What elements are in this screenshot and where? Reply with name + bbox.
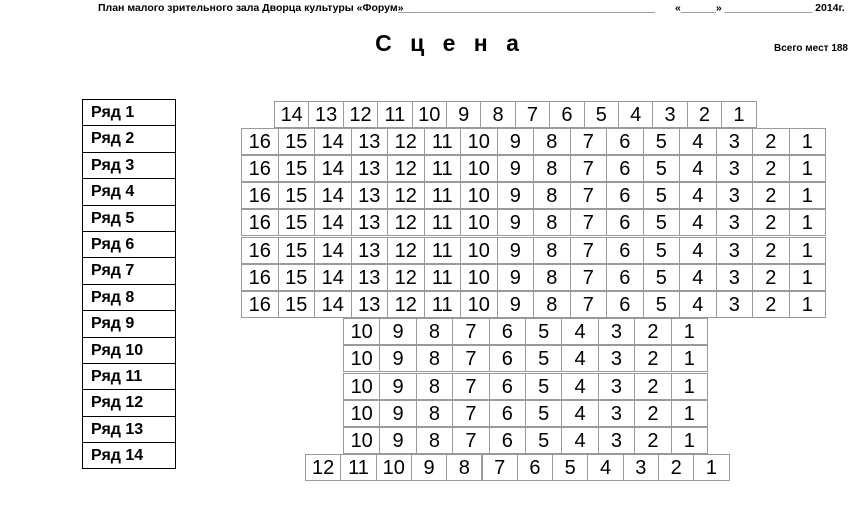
seat[interactable]: 8 bbox=[416, 400, 453, 427]
row-label: Ряд 6 bbox=[83, 232, 175, 258]
seat[interactable]: 5 bbox=[552, 454, 588, 481]
seat[interactable]: 3 bbox=[598, 373, 635, 400]
seat[interactable]: 4 bbox=[679, 182, 717, 209]
seat[interactable]: 10 bbox=[460, 264, 498, 291]
seat[interactable]: 16 bbox=[241, 209, 279, 236]
seat[interactable]: 16 bbox=[241, 264, 279, 291]
seat[interactable]: 6 bbox=[606, 237, 644, 264]
seat[interactable]: 3 bbox=[716, 237, 754, 264]
seat[interactable]: 3 bbox=[716, 182, 754, 209]
seat[interactable]: 5 bbox=[643, 182, 681, 209]
seat[interactable]: 10 bbox=[412, 101, 447, 128]
seat[interactable]: 2 bbox=[658, 454, 694, 481]
seat[interactable]: 8 bbox=[416, 427, 453, 454]
seat[interactable]: 4 bbox=[679, 291, 717, 318]
row-label: Ряд 4 bbox=[83, 179, 175, 205]
seat[interactable]: 8 bbox=[480, 101, 515, 128]
seat[interactable]: 6 bbox=[606, 128, 644, 155]
seat[interactable]: 5 bbox=[525, 345, 562, 372]
seat[interactable]: 13 bbox=[351, 182, 389, 209]
seat[interactable]: 3 bbox=[598, 345, 635, 372]
row-label: Ряд 10 bbox=[83, 338, 175, 364]
seat[interactable]: 2 bbox=[752, 237, 790, 264]
seat[interactable]: 8 bbox=[416, 345, 453, 372]
seat[interactable]: 12 bbox=[387, 291, 425, 318]
seat[interactable]: 14 bbox=[314, 209, 352, 236]
seat[interactable]: 2 bbox=[634, 318, 671, 345]
seat[interactable]: 2 bbox=[752, 264, 790, 291]
seat[interactable]: 7 bbox=[452, 318, 489, 345]
seat[interactable]: 15 bbox=[278, 155, 316, 182]
seat[interactable]: 6 bbox=[606, 209, 644, 236]
seat[interactable]: 6 bbox=[489, 318, 526, 345]
seat[interactable]: 2 bbox=[634, 345, 671, 372]
seat[interactable]: 9 bbox=[379, 345, 416, 372]
seat[interactable]: 1 bbox=[721, 101, 756, 128]
seat[interactable]: 14 bbox=[314, 155, 352, 182]
seat[interactable]: 14 bbox=[314, 237, 352, 264]
seat[interactable]: 2 bbox=[752, 209, 790, 236]
seat[interactable]: 9 bbox=[497, 155, 535, 182]
seat[interactable]: 16 bbox=[241, 182, 279, 209]
seat[interactable]: 12 bbox=[343, 101, 378, 128]
seat[interactable]: 8 bbox=[533, 237, 571, 264]
seat[interactable]: 13 bbox=[351, 264, 389, 291]
row-label: Ряд 1 bbox=[83, 100, 175, 126]
seat[interactable]: 3 bbox=[716, 291, 754, 318]
seat[interactable]: 7 bbox=[570, 155, 608, 182]
seat[interactable]: 7 bbox=[452, 345, 489, 372]
seat[interactable]: 1 bbox=[789, 155, 827, 182]
seat[interactable]: 12 bbox=[305, 454, 341, 481]
seat[interactable]: 11 bbox=[424, 128, 462, 155]
seat[interactable]: 1 bbox=[789, 182, 827, 209]
seat[interactable]: 7 bbox=[570, 209, 608, 236]
seat[interactable]: 2 bbox=[752, 155, 790, 182]
seat[interactable]: 12 bbox=[387, 182, 425, 209]
seat[interactable]: 2 bbox=[752, 182, 790, 209]
seat[interactable]: 1 bbox=[789, 264, 827, 291]
seat[interactable]: 8 bbox=[533, 291, 571, 318]
seat[interactable]: 6 bbox=[489, 400, 526, 427]
seat[interactable]: 3 bbox=[716, 264, 754, 291]
seat[interactable]: 6 bbox=[489, 427, 526, 454]
seat[interactable]: 6 bbox=[606, 264, 644, 291]
seat[interactable]: 9 bbox=[497, 128, 535, 155]
seat[interactable]: 3 bbox=[716, 128, 754, 155]
seat[interactable]: 11 bbox=[424, 264, 462, 291]
seat[interactable]: 4 bbox=[679, 128, 717, 155]
seat[interactable]: 3 bbox=[716, 209, 754, 236]
row-label: Ряд 13 bbox=[83, 417, 175, 443]
seat[interactable]: 3 bbox=[598, 427, 635, 454]
seat[interactable]: 7 bbox=[452, 427, 489, 454]
seat[interactable]: 2 bbox=[687, 101, 722, 128]
seat[interactable]: 4 bbox=[679, 155, 717, 182]
seat[interactable]: 15 bbox=[278, 264, 316, 291]
seat[interactable]: 4 bbox=[561, 400, 598, 427]
seat[interactable]: 6 bbox=[489, 345, 526, 372]
seat[interactable]: 10 bbox=[343, 345, 380, 372]
seat[interactable]: 8 bbox=[533, 155, 571, 182]
seat[interactable]: 7 bbox=[570, 128, 608, 155]
seat[interactable]: 4 bbox=[618, 101, 653, 128]
seat[interactable]: 16 bbox=[241, 237, 279, 264]
seat[interactable]: 10 bbox=[460, 155, 498, 182]
seat[interactable]: 12 bbox=[387, 128, 425, 155]
seat[interactable]: 4 bbox=[561, 427, 598, 454]
seat[interactable]: 12 bbox=[387, 264, 425, 291]
seat[interactable]: 13 bbox=[351, 237, 389, 264]
seat[interactable]: 3 bbox=[716, 155, 754, 182]
seat[interactable]: 4 bbox=[561, 345, 598, 372]
seat[interactable]: 5 bbox=[643, 291, 681, 318]
seat[interactable]: 12 bbox=[387, 209, 425, 236]
seat[interactable]: 12 bbox=[387, 237, 425, 264]
seat[interactable]: 5 bbox=[643, 237, 681, 264]
seat[interactable]: 6 bbox=[489, 373, 526, 400]
seat[interactable]: 10 bbox=[460, 128, 498, 155]
seat[interactable]: 6 bbox=[606, 182, 644, 209]
seat[interactable]: 5 bbox=[584, 101, 619, 128]
seat[interactable]: 10 bbox=[460, 209, 498, 236]
seat[interactable]: 10 bbox=[460, 182, 498, 209]
seat[interactable]: 3 bbox=[652, 101, 687, 128]
seat[interactable]: 1 bbox=[789, 209, 827, 236]
seat[interactable]: 7 bbox=[570, 291, 608, 318]
seat[interactable]: 11 bbox=[424, 155, 462, 182]
seat[interactable]: 9 bbox=[379, 427, 416, 454]
seat[interactable]: 11 bbox=[424, 182, 462, 209]
row-label: Ряд 5 bbox=[83, 206, 175, 232]
seat[interactable]: 1 bbox=[671, 373, 708, 400]
seat[interactable]: 13 bbox=[351, 291, 389, 318]
row-label: Ряд 3 bbox=[83, 153, 175, 179]
seat[interactable]: 10 bbox=[460, 291, 498, 318]
seat[interactable]: 7 bbox=[570, 237, 608, 264]
seat[interactable]: 9 bbox=[497, 237, 535, 264]
seat[interactable]: 6 bbox=[549, 101, 584, 128]
seat[interactable]: 9 bbox=[497, 209, 535, 236]
total-seats: Всего мест 188 bbox=[773, 43, 848, 54]
seat[interactable]: 10 bbox=[343, 400, 380, 427]
seat[interactable]: 6 bbox=[517, 454, 553, 481]
seat[interactable]: 16 bbox=[241, 128, 279, 155]
seat[interactable]: 7 bbox=[515, 101, 550, 128]
seat[interactable]: 1 bbox=[671, 345, 708, 372]
seat[interactable]: 9 bbox=[379, 400, 416, 427]
seat[interactable]: 5 bbox=[643, 155, 681, 182]
seat[interactable]: 13 bbox=[351, 209, 389, 236]
seat[interactable]: 6 bbox=[606, 291, 644, 318]
seat[interactable]: 8 bbox=[446, 454, 482, 481]
seat[interactable]: 15 bbox=[278, 209, 316, 236]
seat[interactable]: 8 bbox=[416, 373, 453, 400]
seat[interactable]: 15 bbox=[278, 291, 316, 318]
seat[interactable]: 5 bbox=[525, 427, 562, 454]
seat[interactable]: 2 bbox=[634, 400, 671, 427]
document-date: «______» _______________ 2014г. bbox=[675, 2, 845, 14]
seat[interactable]: 4 bbox=[679, 209, 717, 236]
seat[interactable]: 9 bbox=[497, 291, 535, 318]
seat[interactable]: 5 bbox=[643, 264, 681, 291]
seat[interactable]: 8 bbox=[533, 264, 571, 291]
seat[interactable]: 9 bbox=[379, 373, 416, 400]
row-label: Ряд 2 bbox=[83, 126, 175, 152]
seat[interactable]: 8 bbox=[533, 209, 571, 236]
row-label: Ряд 12 bbox=[83, 390, 175, 416]
seat[interactable]: 13 bbox=[351, 155, 389, 182]
seat[interactable]: 1 bbox=[789, 291, 827, 318]
seat[interactable]: 10 bbox=[460, 237, 498, 264]
seat[interactable]: 8 bbox=[416, 318, 453, 345]
seat[interactable]: 7 bbox=[570, 182, 608, 209]
seat[interactable]: 4 bbox=[561, 373, 598, 400]
seat[interactable]: 1 bbox=[671, 318, 708, 345]
seat[interactable]: 15 bbox=[278, 182, 316, 209]
seat[interactable]: 2 bbox=[634, 427, 671, 454]
seat[interactable]: 3 bbox=[598, 318, 635, 345]
seat[interactable]: 9 bbox=[411, 454, 447, 481]
seat[interactable]: 4 bbox=[587, 454, 623, 481]
seat[interactable]: 10 bbox=[343, 427, 380, 454]
seat[interactable]: 13 bbox=[308, 101, 343, 128]
seat[interactable]: 2 bbox=[752, 291, 790, 318]
seat[interactable]: 15 bbox=[278, 128, 316, 155]
seat[interactable]: 10 bbox=[343, 373, 380, 400]
seat[interactable]: 1 bbox=[693, 454, 729, 481]
seat[interactable]: 5 bbox=[525, 318, 562, 345]
seat[interactable]: 14 bbox=[314, 128, 352, 155]
seat[interactable]: 9 bbox=[446, 101, 481, 128]
stage-label: С ц е н а bbox=[375, 30, 525, 56]
seat[interactable]: 6 bbox=[606, 155, 644, 182]
seat[interactable]: 7 bbox=[452, 373, 489, 400]
seat[interactable]: 7 bbox=[452, 400, 489, 427]
seat[interactable]: 4 bbox=[679, 237, 717, 264]
seat[interactable]: 12 bbox=[387, 155, 425, 182]
seat[interactable]: 10 bbox=[376, 454, 412, 481]
seat[interactable]: 10 bbox=[343, 318, 380, 345]
seat[interactable]: 4 bbox=[561, 318, 598, 345]
seat[interactable]: 8 bbox=[533, 182, 571, 209]
seat[interactable]: 2 bbox=[634, 373, 671, 400]
seat[interactable]: 9 bbox=[379, 318, 416, 345]
row-label: Ряд 8 bbox=[83, 285, 175, 311]
row-label: Ряд 7 bbox=[83, 258, 175, 284]
row-label: Ряд 14 bbox=[83, 443, 175, 469]
seat[interactable]: 1 bbox=[789, 237, 827, 264]
seat[interactable]: 3 bbox=[598, 400, 635, 427]
seat[interactable]: 5 bbox=[643, 209, 681, 236]
document-title: План малого зрительного зала Дворца культуры «Форум» bbox=[98, 2, 404, 14]
seat[interactable]: 15 bbox=[278, 237, 316, 264]
row-label: Ряд 11 bbox=[83, 364, 175, 390]
seat[interactable]: 14 bbox=[314, 264, 352, 291]
seat[interactable]: 9 bbox=[497, 264, 535, 291]
seat[interactable]: 2 bbox=[752, 128, 790, 155]
seat[interactable]: 4 bbox=[679, 264, 717, 291]
seat[interactable]: 11 bbox=[424, 209, 462, 236]
row-label: Ряд 9 bbox=[83, 311, 175, 337]
seat[interactable]: 3 bbox=[623, 454, 659, 481]
seat[interactable]: 5 bbox=[525, 400, 562, 427]
seat[interactable]: 7 bbox=[570, 264, 608, 291]
seat[interactable]: 7 bbox=[482, 454, 518, 481]
seat[interactable]: 9 bbox=[497, 182, 535, 209]
seat[interactable]: 16 bbox=[241, 155, 279, 182]
seat[interactable]: 14 bbox=[314, 291, 352, 318]
seat[interactable]: 11 bbox=[424, 237, 462, 264]
seat[interactable]: 8 bbox=[533, 128, 571, 155]
seat[interactable]: 1 bbox=[671, 400, 708, 427]
seat[interactable]: 1 bbox=[671, 427, 708, 454]
seat[interactable]: 11 bbox=[377, 101, 412, 128]
seat[interactable]: 11 bbox=[340, 454, 376, 481]
seat[interactable]: 14 bbox=[274, 101, 309, 128]
seat[interactable]: 5 bbox=[525, 373, 562, 400]
seat[interactable]: 5 bbox=[643, 128, 681, 155]
signature-line: ____________________________________________ bbox=[398, 2, 655, 14]
seat[interactable]: 11 bbox=[424, 291, 462, 318]
seat[interactable]: 1 bbox=[789, 128, 827, 155]
seat[interactable]: 14 bbox=[314, 182, 352, 209]
seat[interactable]: 16 bbox=[241, 291, 279, 318]
seat[interactable]: 13 bbox=[351, 128, 389, 155]
